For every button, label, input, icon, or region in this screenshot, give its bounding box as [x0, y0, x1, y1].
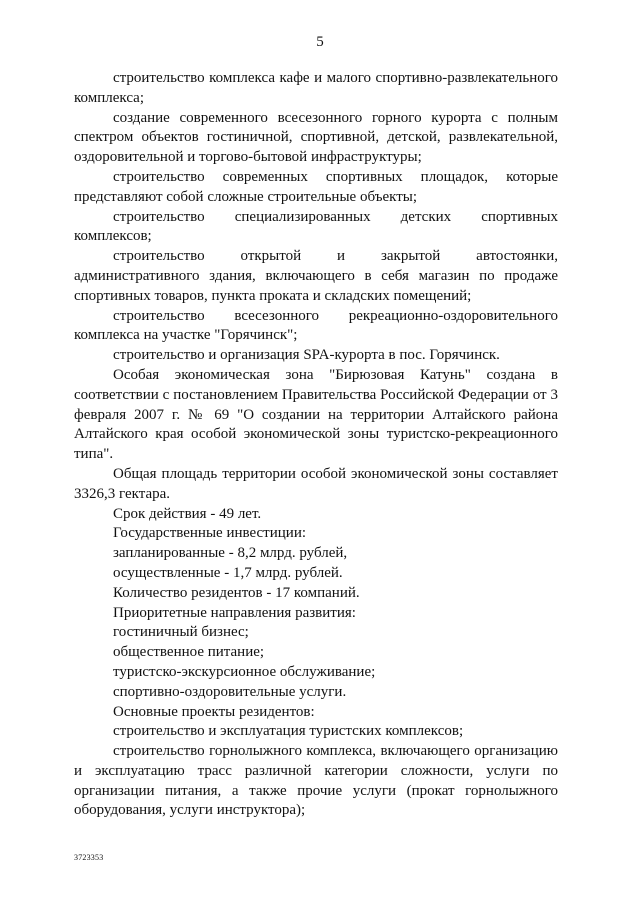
paragraph: спортивно-оздоровительные услуги. — [113, 683, 347, 700]
page-number: 5 — [316, 34, 324, 50]
paragraph: Государственные инвестиции: — [113, 525, 307, 542]
paragraph: строительство горнолыжного комплекса, включающего организацию и эксплуатацию трасс различной категории сложности, услуги по организации питания, а также прочие услуги (прокат горнолыжного оборудования, услуги инструктора); — [74, 743, 558, 819]
paragraph: туристско-экскурсионное обслуживание; — [113, 663, 376, 680]
paragraph: строительство и эксплуатация туристских комплексов; — [113, 723, 464, 740]
paragraph: запланированные - 8,2 млрд. рублей, — [113, 545, 348, 562]
paragraph: Особая экономическая зона "Бирюзовая Катунь" создана в соответствии с постановлением Правительства Российской Федерации от 3 февраля 2007 г. № 69 "О создании на территории Алтайского района Алтайского края особой экономической зоны туристско-рекреационного типа". — [74, 366, 558, 463]
paragraph: строительство открытой и закрытой автостоянки, административного здания, включающего в себя магазин по продаже спортивных товаров, пункта проката и складских помещений; — [74, 248, 558, 304]
paragraph: Приоритетные направления развития: — [113, 604, 356, 621]
paragraph: Количество резидентов - 17 компаний. — [113, 584, 360, 601]
paragraph: осуществленные - 1,7 млрд. рублей. — [113, 564, 343, 581]
document-body — [74, 69, 558, 821]
paragraph: Основные проекты резидентов: — [113, 703, 315, 720]
paragraph: строительство всесезонного рекреационно-оздоровительного комплекса на участке "Горячинск"; — [74, 307, 558, 344]
paragraph: строительство современных спортивных площадок, которые представляют собой сложные строительные объекты; — [74, 168, 558, 205]
paragraph: строительство специализированных детских спортивных комплексов; — [74, 208, 558, 245]
paragraph: строительство и организация SPA-курорта в пос. Горячинск. — [113, 347, 500, 364]
paragraph: общественное питание; — [113, 644, 265, 661]
paragraph: Срок действия - 49 лет. — [113, 505, 262, 522]
paragraph: создание современного всесезонного горного курорта с полным спектром объектов гостиничной, спортивной, детской, развлекательной, оздоровительной и торгово-бытовой инфраструктуры; — [74, 109, 558, 166]
paragraph: Общая площадь территории особой экономической зоны составляет 3326,3 гектара. — [74, 465, 558, 502]
paragraph: гостиничный бизнес; — [113, 624, 249, 641]
document-id: 3723353 — [74, 853, 104, 862]
paragraph: строительство комплекса кафе и малого спортивно-развлекательного комплекса; — [74, 70, 558, 106]
